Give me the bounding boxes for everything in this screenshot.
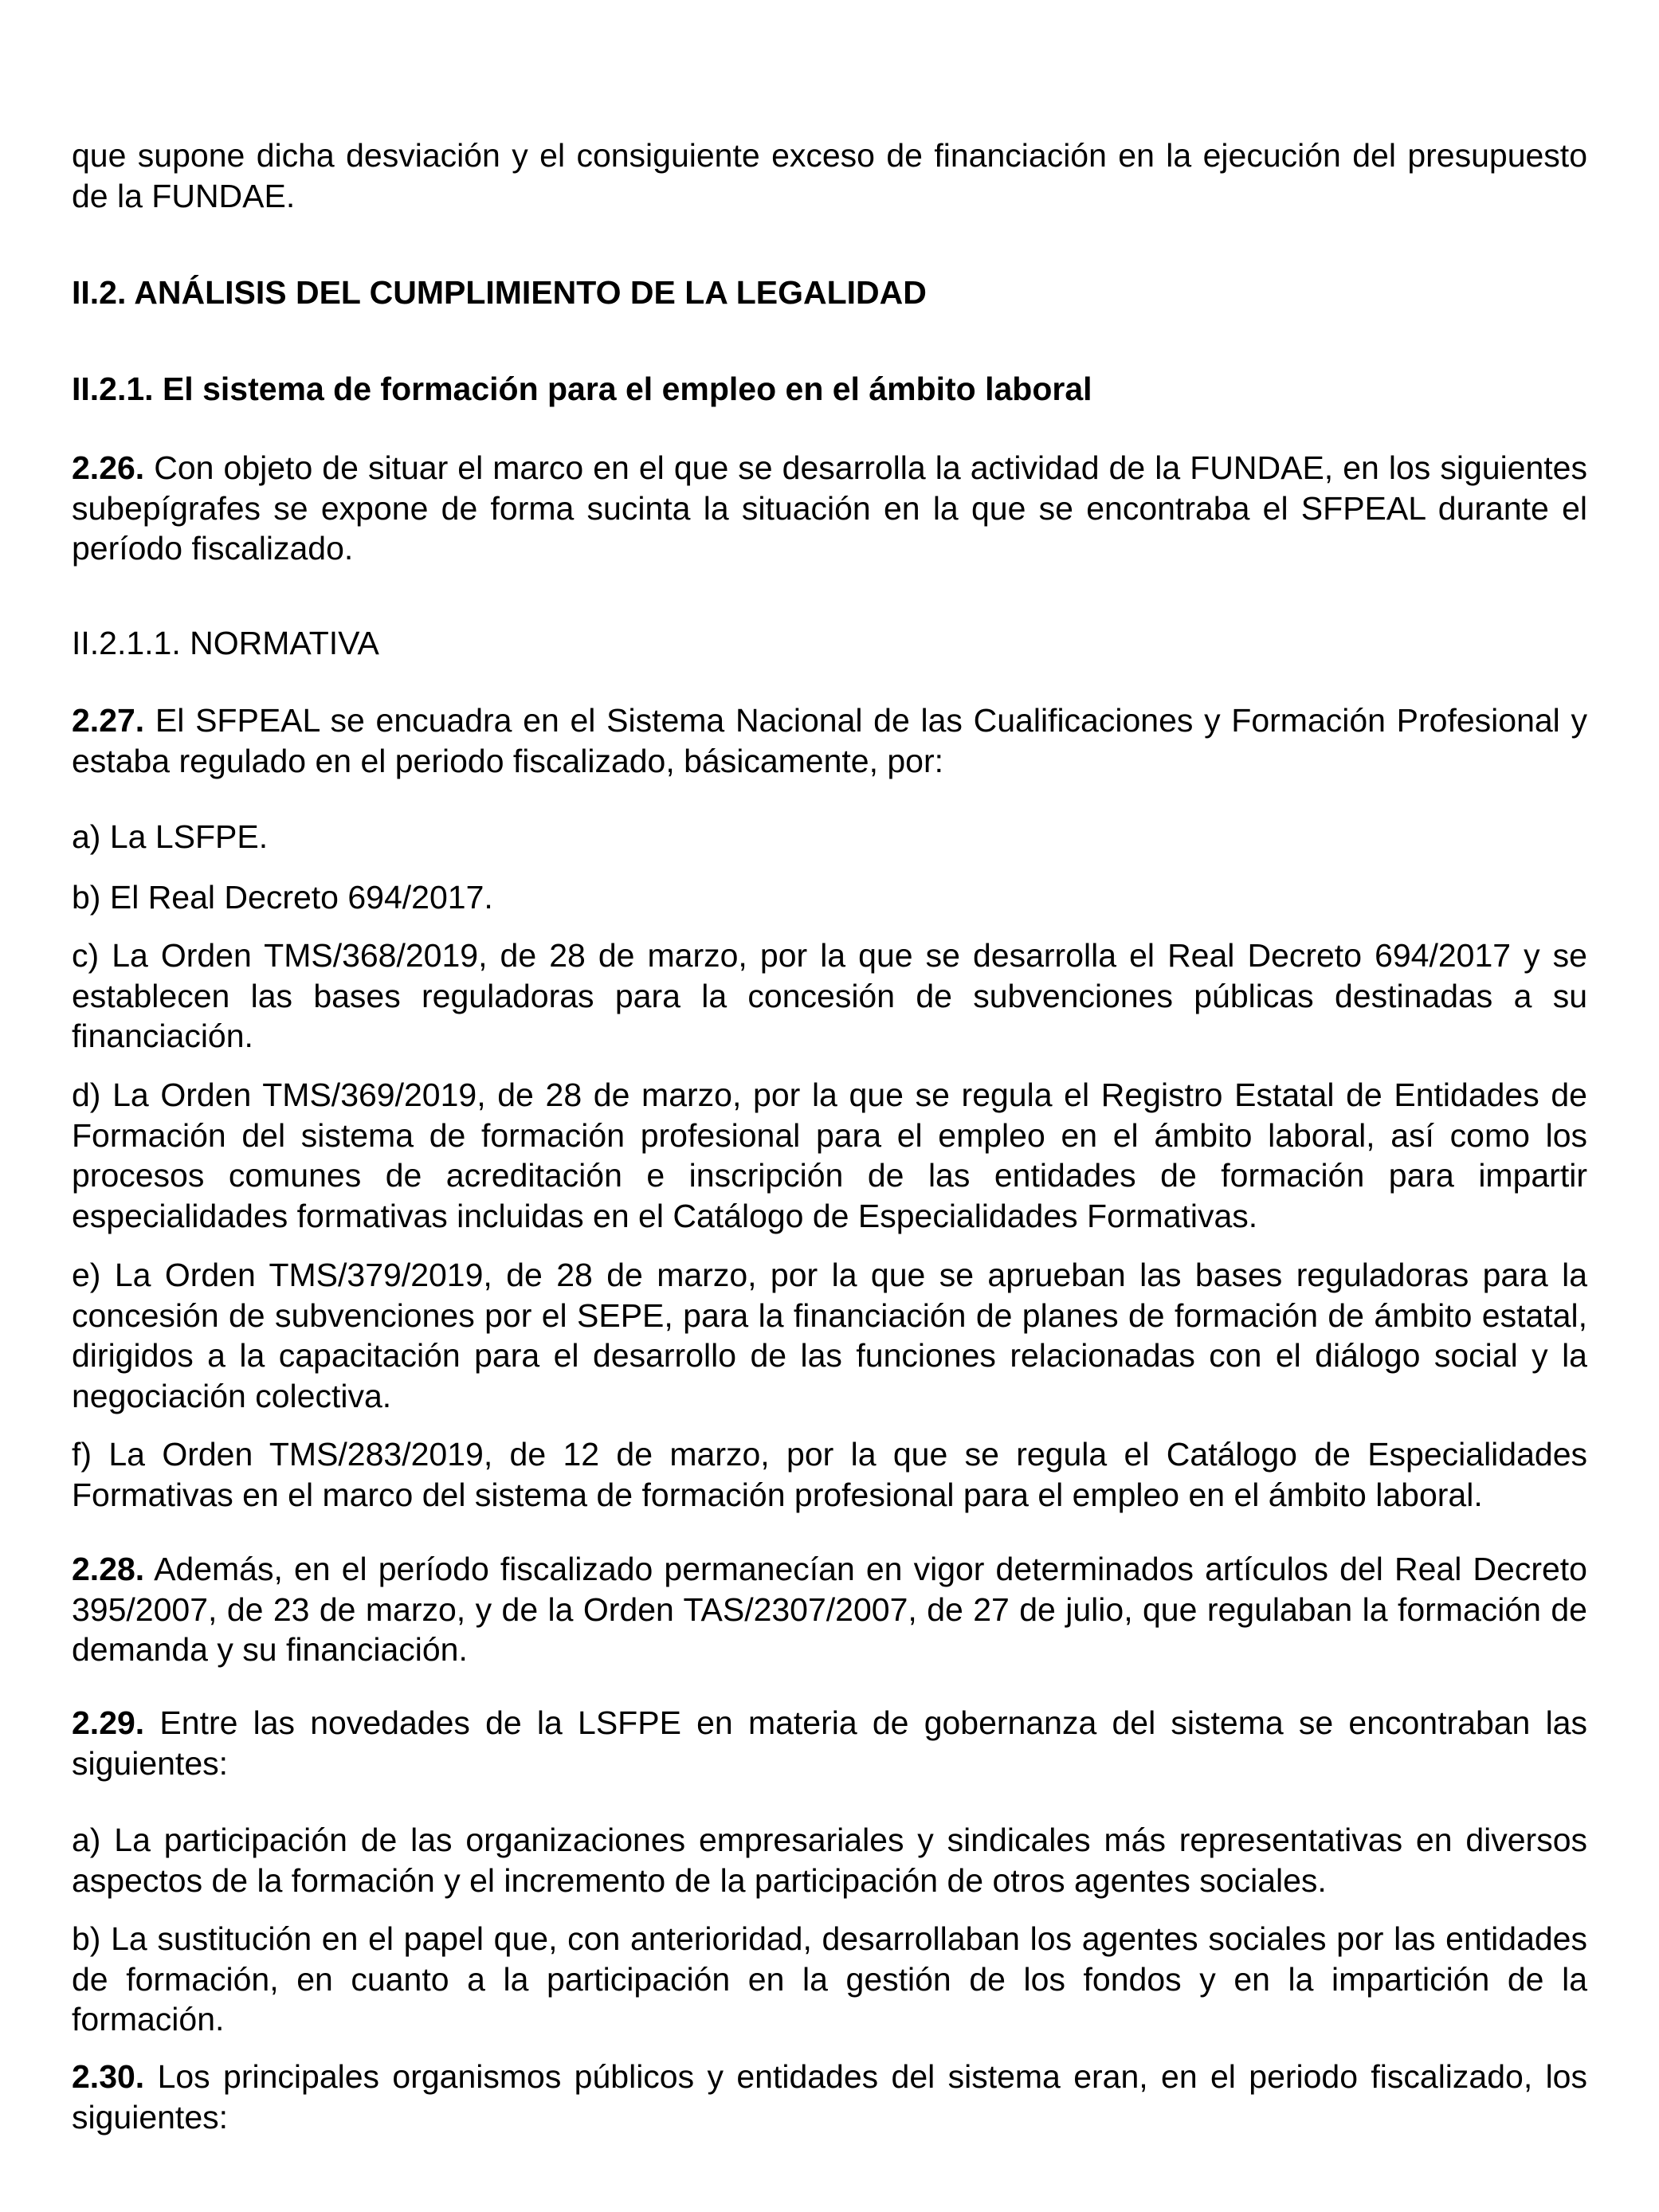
paragraph-number: 2.27. xyxy=(72,702,145,739)
subsection-heading: II.2.1. El sistema de formación para el empleo en el ámbito laboral xyxy=(72,371,1092,407)
paragraph-2-28 xyxy=(72,1549,1587,1670)
list-item-e: e) La Orden TMS/379/2019, de 28 de marzo, por la que se aprueban las bases reguladoras para la concesión de subvenciones por el SEPE, para la financiación de planes de formación de ámbito estatal, dirigidos a la capacitación para el desarrollo de las funciones relacionadas con el diálogo social y la negociación colectiva. xyxy=(72,1257,1587,1414)
paragraph-2-26 xyxy=(72,448,1587,569)
list-item-b: b) El Real Decreto 694/2017. xyxy=(72,879,493,916)
paragraph-text: El SFPEAL se encuadra en el Sistema Nacional de las Cualificaciones y Formación Profesional y estaba regulado en el periodo fiscalizado, básicamente, por: xyxy=(72,702,1587,779)
list-item-a: a) La participación de las organizaciones empresariales y sindicales más representativas en diversos aspectos de la formación y el incremento de la participación de otros agentes sociales. xyxy=(72,1822,1587,1899)
list-item-b: b) La sustitución en el papel que, con anterioridad, desarrollaban los agentes sociales por las entidades de formación, en cuanto a la participación en la gestión de los fondos y en la impartición de la formación. xyxy=(72,1920,1587,2037)
list-item-a: a) La LSFPE. xyxy=(72,818,269,855)
list-item-f: f) La Orden TMS/283/2019, de 12 de marzo, por la que se regula el Catálogo de Especialidades Formativas en el marco del sistema de formación profesional para el empleo en el ámbito laboral. xyxy=(72,1436,1587,1513)
section-heading: II.2. ANÁLISIS DEL CUMPLIMIENTO DE LA LEGALIDAD xyxy=(72,274,927,311)
paragraph-text: Los principales organismos públicos y entidades del sistema eran, en el periodo fiscalizado, los siguientes: xyxy=(72,2058,1587,2136)
paragraph-number: 2.29. xyxy=(72,1704,145,1741)
paragraph-text: Entre las novedades de la LSFPE en materia de gobernanza del sistema se encontraban las siguientes: xyxy=(72,1704,1587,1782)
paragraph-2-27 xyxy=(72,700,1587,781)
list-item-d: d) La Orden TMS/369/2019, de 28 de marzo, por la que se regula el Registro Estatal de Entidades de Formación del sistema de formación profesional para el empleo en el ámbito laboral, así como los procesos comunes de acreditación e inscripción de las entidades de formación para impartir especialidades formativas incluidas en el Catálogo de Especialidades Formativas. xyxy=(72,1077,1587,1234)
paragraph-number: 2.26. xyxy=(72,449,145,486)
paragraph-text: Con objeto de situar el marco en el que se desarrolla la actividad de la FUNDAE, en los siguientes subepígrafes se expone de forma sucinta la situación en la que se encontraba el SFPEAL durante el período fiscalizado. xyxy=(72,449,1587,567)
list-item-c: c) La Orden TMS/368/2019, de 28 de marzo, por la que se desarrolla el Real Decreto 694/2017 y se establecen las bases reguladoras para la concesión de subvenciones públicas destinadas a su financiación. xyxy=(72,937,1587,1054)
paragraph-2-29 xyxy=(72,1703,1587,1783)
paragraph-text: Además, en el período fiscalizado permanecían en vigor determinados artículos del Real Decreto 395/2007, de 23 de marzo, y de la Orden TAS/2307/2007, de 27 de julio, que regulaban la formación de demanda y su financiación. xyxy=(72,1551,1587,1668)
paragraph-2-30 xyxy=(72,2057,1587,2137)
paragraph-intro: que supone dicha desviación y el consiguiente exceso de financiación en la ejecución del presupuesto de la FUNDAE. xyxy=(72,137,1587,214)
paragraph-number: 2.28. xyxy=(72,1551,145,1587)
paragraph-number: 2.30. xyxy=(72,2058,145,2095)
normativa-heading: II.2.1.1. NORMATIVA xyxy=(72,625,379,661)
